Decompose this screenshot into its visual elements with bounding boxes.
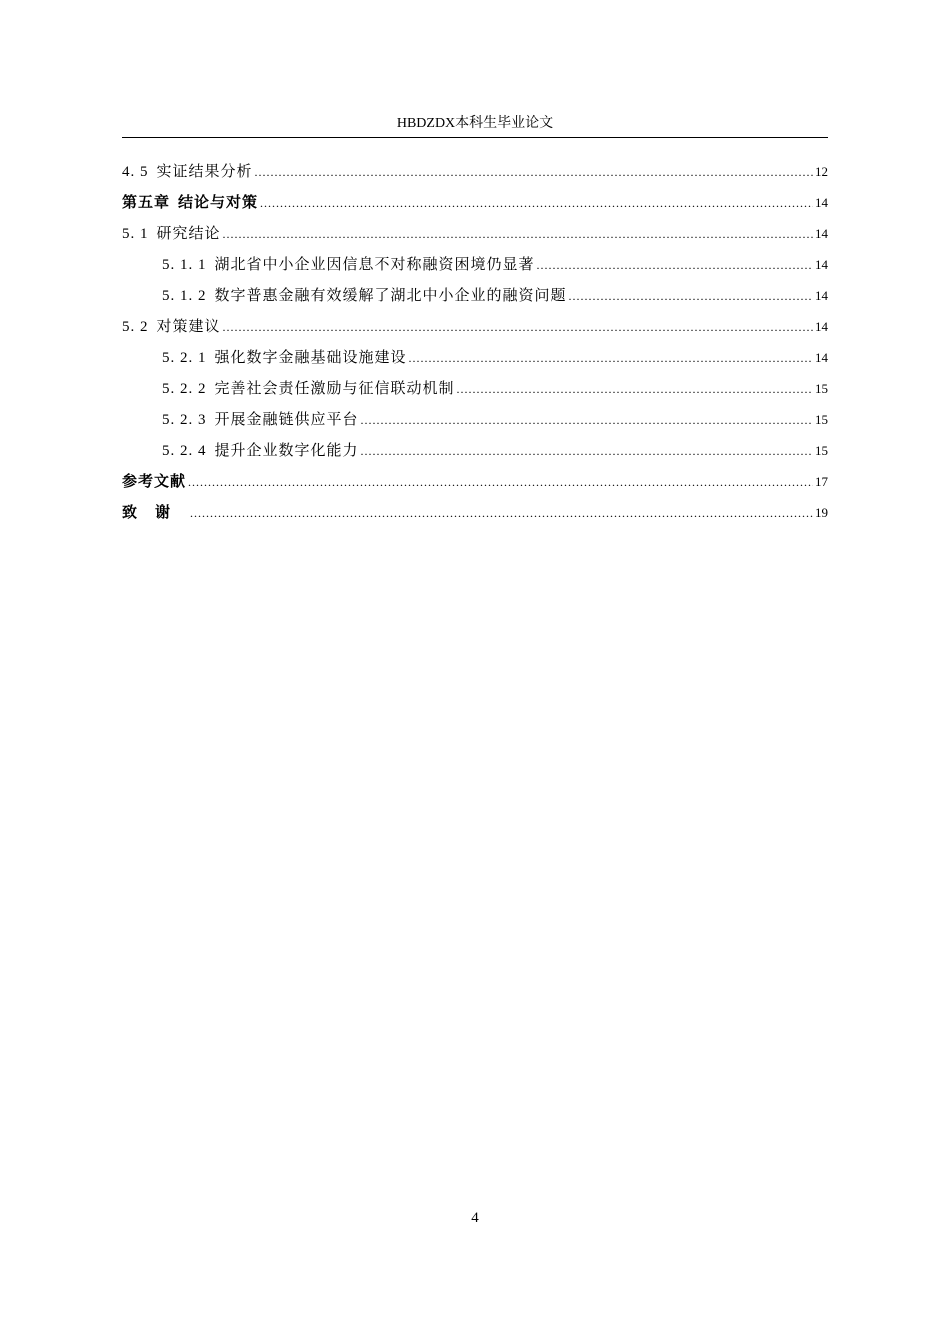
toc-entry-page: 15	[815, 381, 828, 396]
toc-entry-title: 开展金融链供应平台	[214, 412, 359, 428]
toc-entry-chapter-5[interactable]	[122, 187, 828, 218]
toc-entry-page: 14	[815, 319, 828, 334]
toc-entry-page: 19	[815, 505, 828, 520]
toc-entry-title: 参考文献	[122, 472, 187, 490]
toc-entry-5-1-2[interactable]	[122, 280, 828, 311]
toc-entry-5-2-3[interactable]	[122, 404, 828, 435]
toc-dot-leader	[537, 250, 813, 281]
toc-entry-page: 14	[815, 288, 828, 303]
toc-entry-4-5[interactable]	[122, 156, 828, 187]
header-divider	[122, 137, 828, 138]
toc-entry-page: 17	[815, 474, 828, 489]
toc-dot-leader	[457, 374, 813, 405]
toc-entry-page: 14	[815, 195, 828, 210]
toc-dot-leader	[260, 188, 813, 219]
table-of-contents	[122, 156, 828, 528]
toc-entry-title: 完善社会责任激励与征信联动机制	[214, 381, 455, 397]
toc-entry-page: 12	[815, 164, 828, 179]
toc-entry-page: 14	[815, 226, 828, 241]
toc-entry-5-2-2[interactable]	[122, 373, 828, 404]
toc-dot-leader	[223, 312, 813, 343]
toc-dot-leader	[409, 343, 813, 374]
toc-dot-leader	[255, 157, 813, 188]
toc-entry-title: 强化数字金融基础设施建设	[214, 350, 407, 366]
toc-entry-page: 14	[815, 350, 828, 365]
toc-entry-title: 提升企业数字化能力	[214, 443, 359, 459]
toc-entry-acknowledgements[interactable]	[122, 497, 828, 528]
toc-dot-leader	[190, 498, 813, 529]
toc-entry-number: 5. 2	[122, 319, 149, 335]
toc-entry-title: 研究结论	[156, 226, 221, 242]
toc-entry-number: 4. 5	[122, 164, 149, 180]
running-header: HBDZDX本科生毕业论文	[396, 116, 554, 131]
toc-entry-5-2[interactable]	[122, 311, 828, 342]
toc-dot-leader	[361, 436, 813, 467]
toc-entry-number: 5. 1	[122, 226, 149, 242]
toc-dot-leader	[223, 219, 813, 250]
toc-entry-number: 5. 2. 3	[162, 412, 207, 428]
toc-entry-references[interactable]	[122, 466, 828, 497]
toc-entry-page: 14	[815, 257, 828, 272]
toc-entry-title: 结论与对策	[178, 193, 259, 211]
toc-entry-title: 数字普惠金融有效缓解了湖北中小企业的融资问题	[214, 288, 567, 304]
toc-entry-page: 15	[815, 412, 828, 427]
toc-dot-leader	[569, 281, 813, 312]
toc-entry-title: 湖北省中小企业因信息不对称融资困境仍显著	[214, 257, 535, 273]
toc-entry-title: 对策建议	[156, 319, 221, 335]
toc-entry-5-1[interactable]	[122, 218, 828, 249]
page-number: 4	[471, 1210, 479, 1226]
toc-entry-number: 第五章	[122, 193, 171, 211]
toc-entry-number: 5. 1. 2	[162, 288, 207, 304]
toc-entry-5-1-1[interactable]	[122, 249, 828, 280]
toc-entry-title: 致谢	[122, 503, 189, 521]
toc-entry-title: 实证结果分析	[156, 164, 253, 180]
toc-entry-page: 15	[815, 443, 828, 458]
toc-dot-leader	[188, 467, 813, 498]
toc-entry-5-2-1[interactable]	[122, 342, 828, 373]
toc-entry-5-2-4[interactable]	[122, 435, 828, 466]
toc-entry-number: 5. 1. 1	[162, 257, 207, 273]
toc-entry-number: 5. 2. 1	[162, 350, 207, 366]
toc-entry-number: 5. 2. 4	[162, 443, 207, 459]
toc-dot-leader	[361, 405, 813, 436]
toc-entry-number: 5. 2. 2	[162, 381, 207, 397]
